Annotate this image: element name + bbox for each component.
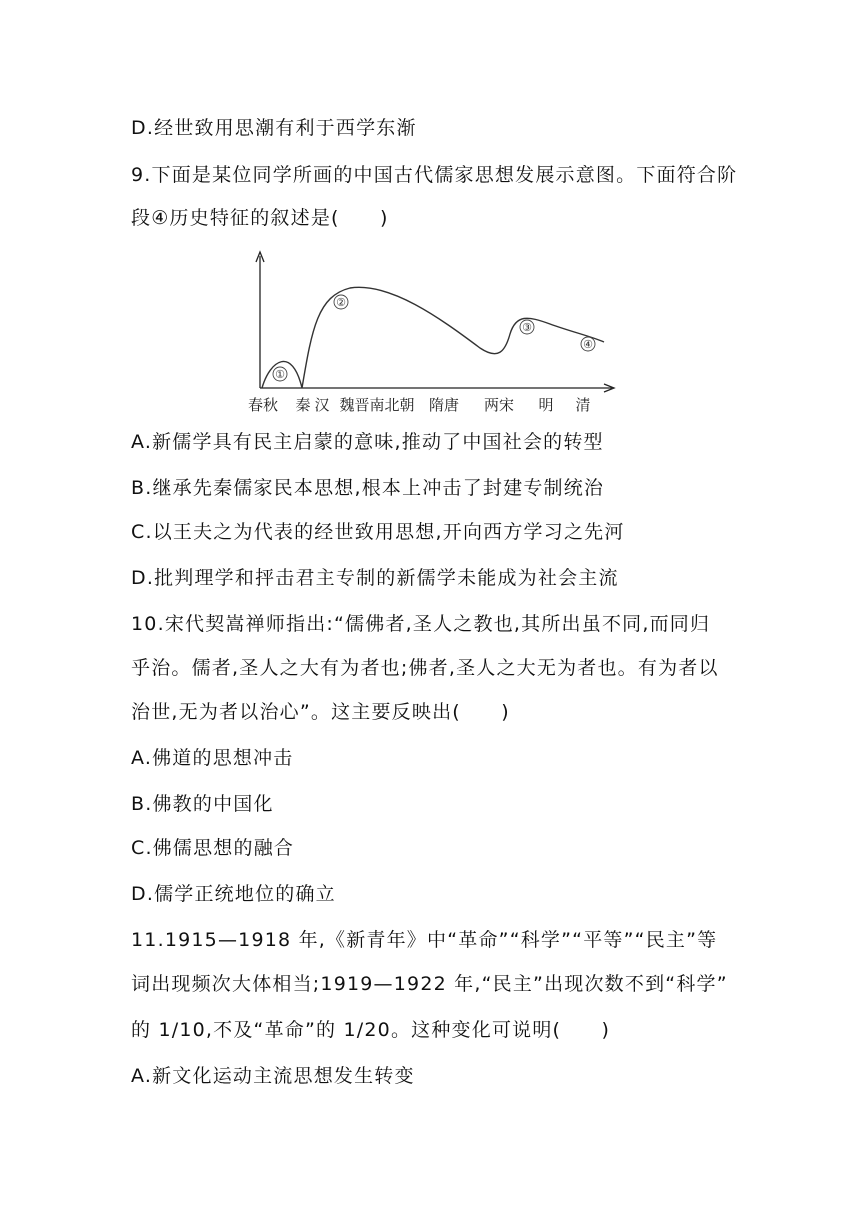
x-label-liangsong: 两宋 xyxy=(483,396,515,414)
x-label-han: 汉 xyxy=(314,396,330,414)
stage-marker-3: ③ xyxy=(522,321,532,334)
option-10c: C.佛儒思想的融合 xyxy=(131,837,295,859)
diagram-svg xyxy=(240,248,620,418)
option-9c: C.以王夫之为代表的经世致用思想,开向西方学习之先河 xyxy=(131,521,625,543)
question-9-stem-line1: 9.下面是某位同学所画的中国古代儒家思想发展示意图。下面符合阶 xyxy=(131,164,738,186)
option-9d: D.批判理学和抨击君主专制的新儒学未能成为社会主流 xyxy=(131,567,619,589)
option-10b: B.佛教的中国化 xyxy=(131,793,274,815)
option-9a: A.新儒学具有民主启蒙的意味,推动了中国社会的转型 xyxy=(131,431,604,453)
x-label-qin: 秦 xyxy=(295,396,311,414)
x-label-chunqiu: 春秋 xyxy=(247,396,279,414)
confucianism-development-diagram xyxy=(240,248,620,418)
question-9-stem-line2: 段④历史特征的叙述是( ) xyxy=(131,207,389,229)
x-label-suitang: 隋唐 xyxy=(428,396,460,414)
option-8d: D.经世致用思潮有利于西学东渐 xyxy=(131,117,417,139)
x-label-weijin: 魏晋南北朝 xyxy=(339,396,415,414)
option-10a: A.佛道的思想冲击 xyxy=(131,747,294,769)
option-9b: B.继承先秦儒家民本思想,根本上冲击了封建专制统治 xyxy=(131,477,605,499)
stage-marker-1: ① xyxy=(275,368,285,381)
option-10d: D.儒学正统地位的确立 xyxy=(131,883,336,905)
question-10-stem-line3: 治世,无为者以治心”。这主要反映出( ) xyxy=(131,701,510,723)
x-label-ming: 明 xyxy=(538,396,554,414)
question-11-stem-line2: 词出现频次大体相当;1919—1922 年,“民主”出现次数不到“科学” xyxy=(131,973,728,995)
stage-marker-4: ④ xyxy=(583,338,593,351)
question-11-stem-line1: 11.1915—1918 年,《新青年》中“革命”“科学”“平等”“民主”等 xyxy=(131,929,718,951)
x-label-qing: 清 xyxy=(575,396,591,414)
question-11-stem-line3: 的 1/10,不及“革命”的 1/20。这种变化可说明( ) xyxy=(131,1019,611,1041)
option-11a: A.新文化运动主流思想发生转变 xyxy=(131,1065,415,1087)
stage-marker-2: ② xyxy=(336,296,346,309)
question-10-stem-line1: 10.宋代契嵩禅师指出:“儒佛者,圣人之教也,其所出虽不同,而同归 xyxy=(131,613,711,635)
development-curve xyxy=(262,287,604,388)
question-10-stem-line2: 乎治。儒者,圣人之大有为者也;佛者,圣人之大无为者也。有为者以 xyxy=(131,657,719,679)
